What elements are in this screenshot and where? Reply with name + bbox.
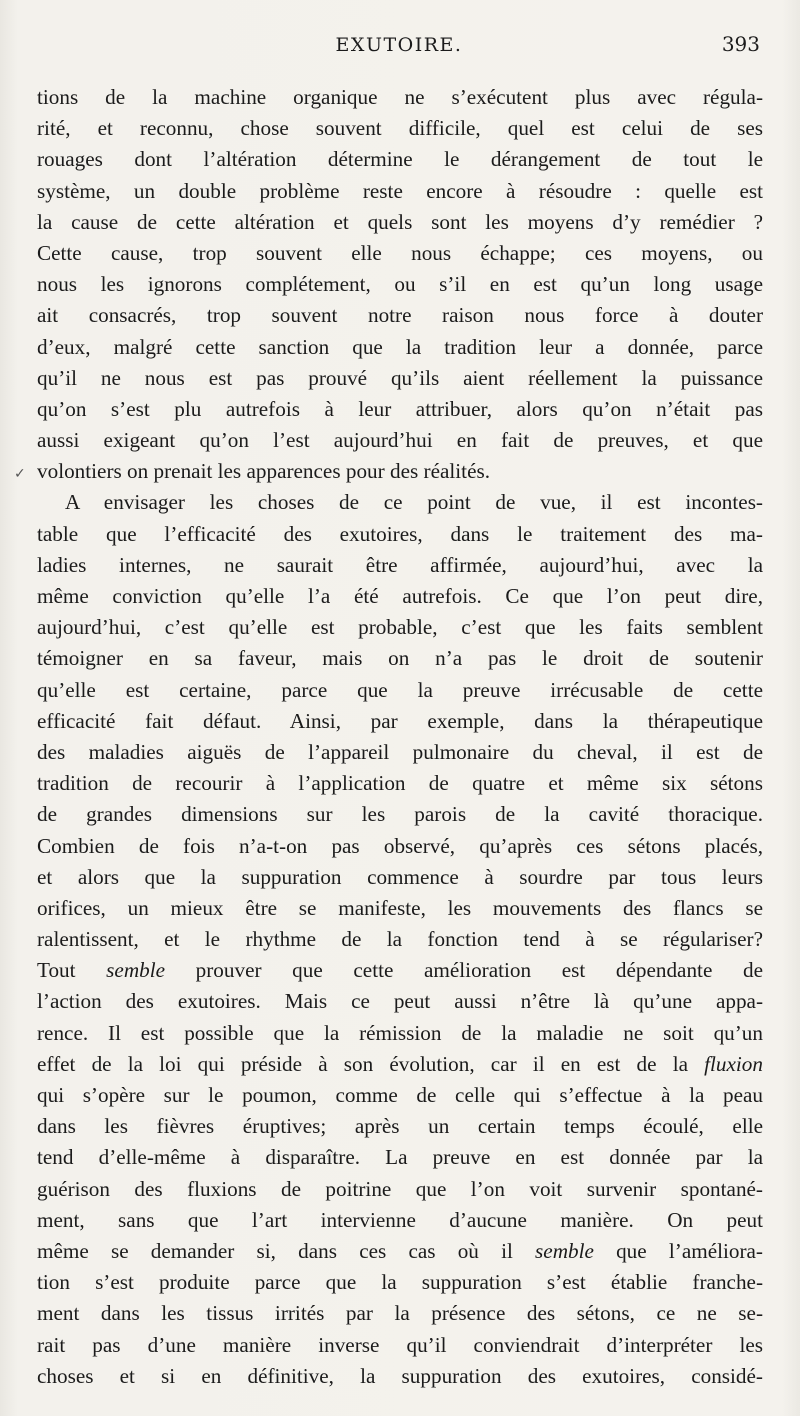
- text-line: tend d’elle-même à disparaître. La preuve en est donnée par la: [37, 1145, 763, 1170]
- text-line: d’eux, malgré cette sanction que la tradition leur a donnée, parce: [37, 334, 763, 359]
- page-number: 393: [721, 32, 760, 56]
- text-line: nous les ignorons complétement, ou s’il en est qu’un long usage: [37, 272, 763, 297]
- text-line: des maladies aiguës de l’appareil pulmonaire du cheval, il est de: [37, 739, 763, 764]
- text-line: ladies internes, ne saurait être affirmée, aujourd’hui, avec la: [37, 552, 763, 577]
- text-line: table que l’efficacité des exutoires, dans le traitement des ma-: [37, 521, 763, 546]
- text-line: dans les fièvres éruptives; après un certain temps écoulé, elle: [37, 1114, 763, 1139]
- text-line: volontiers on prenait les apparences pour des réalités.: [37, 459, 491, 484]
- margin-mark: ✓: [14, 466, 26, 482]
- text-line: Combien de fois n’a-t-on pas observé, qu’après ces sétons placés,: [37, 833, 763, 858]
- text-line: aussi exigeant qu’on l’est aujourd’hui en fait de preuves, et que: [37, 428, 763, 453]
- text-line: rait pas d’une manière inverse qu’il conviendrait d’interpréter les: [37, 1332, 763, 1357]
- text-line: effet de la loi qui préside à son évolution, car il en est de la fluxion: [37, 1051, 763, 1076]
- text-line: A envisager les choses de ce point de vue, il est incontes-: [65, 490, 763, 515]
- text-line: témoigner en sa faveur, mais on n’a pas le droit de soutenir: [37, 646, 763, 671]
- page-header: [38, 34, 760, 64]
- text-line: Cette cause, trop souvent elle nous échappe; ces moyens, ou: [37, 240, 763, 265]
- text-line: orifices, un mieux être se manifeste, les mouvements des flancs se: [37, 895, 763, 920]
- text-line: efficacité fait défaut. Ainsi, par exemple, dans la thérapeutique: [37, 708, 763, 733]
- text-line: qui s’opère sur le poumon, comme de celle qui s’effectue à la peau: [37, 1083, 763, 1107]
- text-line: et alors que la suppuration commence à sourdre par tous leurs: [37, 864, 763, 889]
- text-line: Tout semble prouver que cette amélioration est dépendante de: [37, 958, 763, 983]
- text-line: qu’il ne nous est pas prouvé qu’ils aient réellement la puissance: [37, 365, 763, 390]
- text-line: tradition de recourir à l’application de quatre et même six sétons: [37, 771, 763, 796]
- text-line: même se demander si, dans ces cas où il semble que l’améliora-: [37, 1238, 763, 1263]
- text-line: tions de la machine organique ne s’exécutent plus avec régula-: [37, 85, 763, 109]
- text-line: tion s’est produite parce que la suppuration s’est établie franche-: [37, 1270, 763, 1295]
- text-line: l’action des exutoires. Mais ce peut aussi n’être là qu’une appa-: [37, 989, 763, 1014]
- text-line: de grandes dimensions sur les parois de la cavité thoracique.: [37, 802, 763, 827]
- text-line: ment dans les tissus irrités par la présence des sétons, ce ne se-: [37, 1301, 763, 1326]
- text-line: rité, et reconnu, chose souvent difficile, quel est celui de ses: [37, 116, 763, 141]
- text-line: ralentissent, et le rhythme de la fonction tend à se régulariser?: [37, 927, 763, 952]
- text-line: ait consacrés, trop souvent notre raison nous force à douter: [37, 303, 763, 328]
- body-text: [37, 82, 763, 1392]
- text-line: rouages dont l’altération détermine le dérangement de tout le: [37, 147, 763, 172]
- text-line: même conviction qu’elle l’a été autrefois. Ce que l’on peut dire,: [37, 584, 763, 608]
- text-line: ment, sans que l’art intervienne d’aucune manière. On peut: [37, 1207, 763, 1232]
- text-line: rence. Il est possible que la rémission de la maladie ne soit qu’un: [37, 1020, 763, 1045]
- running-title: EXUTOIRE.: [335, 34, 463, 56]
- text-line: aujourd’hui, c’est qu’elle est probable, c’est que les faits semblent: [37, 615, 763, 640]
- text-line: qu’on s’est plu autrefois à leur attribuer, alors qu’on n’était pas: [37, 396, 763, 421]
- text-line: choses et si en définitive, la suppuration des exutoires, considé-: [37, 1363, 763, 1388]
- text-line: guérison des fluxions de poitrine que l’on voit survenir spontané-: [37, 1176, 763, 1201]
- text-line: qu’elle est certaine, parce que la preuve irrécusable de cette: [37, 677, 763, 702]
- text-line: système, un double problème reste encore à résoudre : quelle est: [37, 178, 763, 203]
- text-line: la cause de cette altération et quels sont les moyens d’y remédier ?: [37, 209, 763, 234]
